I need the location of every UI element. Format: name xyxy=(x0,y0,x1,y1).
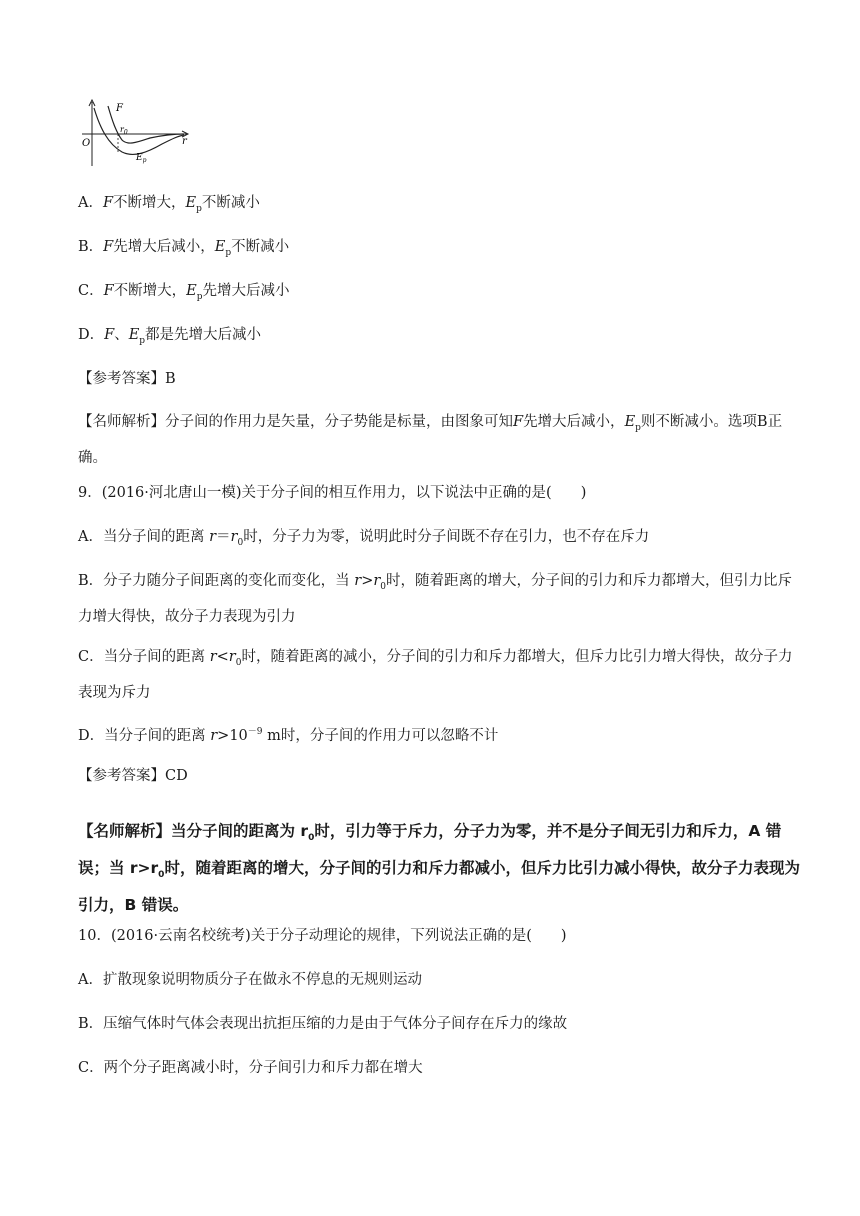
label-F: F xyxy=(116,103,123,114)
q8-option-d: D．F、$E_p$都是先增大后减小 xyxy=(78,327,262,346)
q9-answer: 【参考答案】CD xyxy=(78,768,188,784)
q8-option-b: B．F先增大后减小，$E_p$不断减小 xyxy=(78,239,290,258)
q9-analysis: 【名师解析】当分子间的距离为 $r_0$时，引力等于斥力，分子力为零，并不是分子间无引力和斥力，A 错误；当 $r>r_0$时，随着距离的增大，分子间的引力和斥力都减小，但斥力比引力减小得快，故分子力表现为引力，B 错误。 xyxy=(78,822,800,915)
q8-analysis: 【名师解析】分子间的作用力是矢量，分子势能是标量，由图象可知F先增大后减小，$E_p$则不断减小。选项B正确。 xyxy=(78,414,783,466)
label-Ep: $E_p$ xyxy=(136,153,147,164)
q8-option-a: A．F不断增大，$E_p$不断减小 xyxy=(78,195,260,214)
q10-option-a: A．扩散现象说明物质分子在做永不停息的无规则运动 xyxy=(78,972,422,988)
q9-option-b: B．分子力随分子间距离的变化而变化，当 $r>r_0$时，随着距离的增大，分子间的引力和斥力都增大，但引力比斥力增大得快，故分子力表现为引力 xyxy=(78,573,793,625)
q9-option-d: D．当分子间的距离 $r>10^{-9}$ m时，分子间的作用力可以忽略不计 xyxy=(78,727,499,744)
q8-answer: 【参考答案】B xyxy=(78,371,176,387)
q10-option-c: C．两个分子距离减小时，分子间引力和斥力都在增大 xyxy=(78,1060,423,1076)
force-potential-graph xyxy=(78,96,198,168)
label-O: O xyxy=(82,138,91,149)
q10-stem: 10．(2016·云南名校统考)关于分子动理论的规律，下列说法正确的是( ) xyxy=(78,928,567,944)
label-r: r xyxy=(182,136,187,147)
q8-option-c: C．F不断增大，$E_p$先增大后减小 xyxy=(78,283,290,302)
q9-option-a: A．当分子间的距离 $r=r_0$时，分子力为零，说明此时分子间既不存在引力，也不存在斥力 xyxy=(78,529,650,548)
label-r0: $r_0$ xyxy=(120,125,128,136)
potential-curve xyxy=(94,108,184,154)
q9-option-c: C．当分子间的距离 $r<r_0$时，随着距离的减小，分子间的引力和斥力都增大，但斥力比引力增大得快，故分子力表现为斥力 xyxy=(78,649,793,701)
q9-stem: 9．(2016·河北唐山一模)关于分子间的相互作用力，以下说法中正确的是( ) xyxy=(78,485,587,501)
q10-option-b: B．压缩气体时气体会表现出抗拒压缩的力是由于气体分子间存在斥力的缘故 xyxy=(78,1016,568,1032)
